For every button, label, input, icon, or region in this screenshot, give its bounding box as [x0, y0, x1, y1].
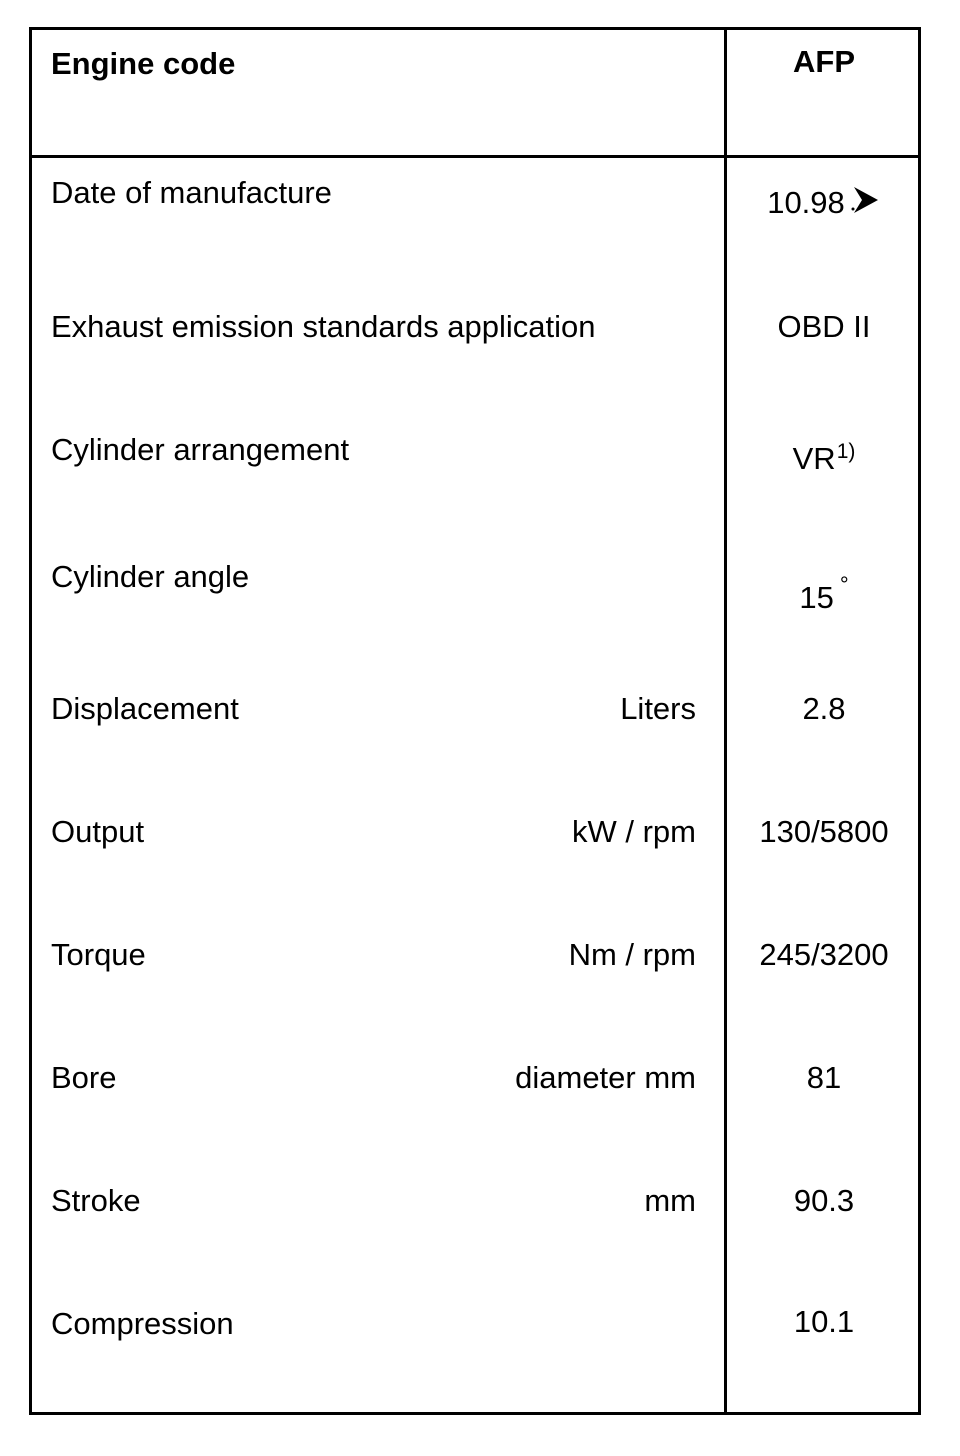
date-value-text: 10.98 [767, 185, 845, 220]
row-label-torque: Torque [51, 937, 146, 972]
row-unit-torque: Nm / rpm [568, 937, 696, 972]
row-value-torque: 245/3200 [759, 937, 889, 972]
row-label-output: Output [51, 814, 145, 849]
revision-arrow-icon [851, 185, 881, 223]
row-label-angle: Cylinder angle [51, 559, 250, 594]
row-label-emission: Exhaust emission standards application [51, 309, 596, 344]
row-value-date [727, 185, 921, 223]
row-value-arrangement [727, 434, 921, 477]
row-label-compression: Compression [51, 1306, 234, 1341]
row-value-stroke: 90.3 [793, 1183, 855, 1218]
row-unit-bore: diameter mm [515, 1060, 696, 1095]
row-value-emission: OBD II [777, 309, 871, 344]
footnote-marker: 1) [836, 440, 856, 463]
row-label-stroke: Stroke [51, 1183, 141, 1218]
row-value-compression: 10.1 [793, 1304, 855, 1339]
header-divider [32, 155, 918, 158]
degree-symbol: ° [839, 572, 849, 597]
row-label-bore: Bore [51, 1060, 117, 1095]
header-label: Engine code [51, 46, 236, 81]
row-value-output: 130/5800 [759, 814, 889, 849]
engine-spec-table [29, 27, 921, 1415]
row-label-date: Date of manufacture [51, 175, 332, 210]
row-label-arrangement: Cylinder arrangement [51, 432, 350, 467]
row-unit-output: kW / rpm [572, 814, 696, 849]
arrangement-value-text: VR [792, 441, 836, 476]
row-value-displacement: 2.8 [802, 691, 846, 726]
row-label-displacement: Displacement [51, 691, 239, 726]
header-value: AFP [793, 44, 855, 79]
row-value-angle [727, 567, 921, 616]
row-value-bore: 81 [806, 1060, 842, 1095]
row-unit-stroke: mm [644, 1183, 696, 1218]
row-unit-displacement: Liters [620, 691, 696, 726]
angle-value-text: 15 [799, 580, 834, 615]
